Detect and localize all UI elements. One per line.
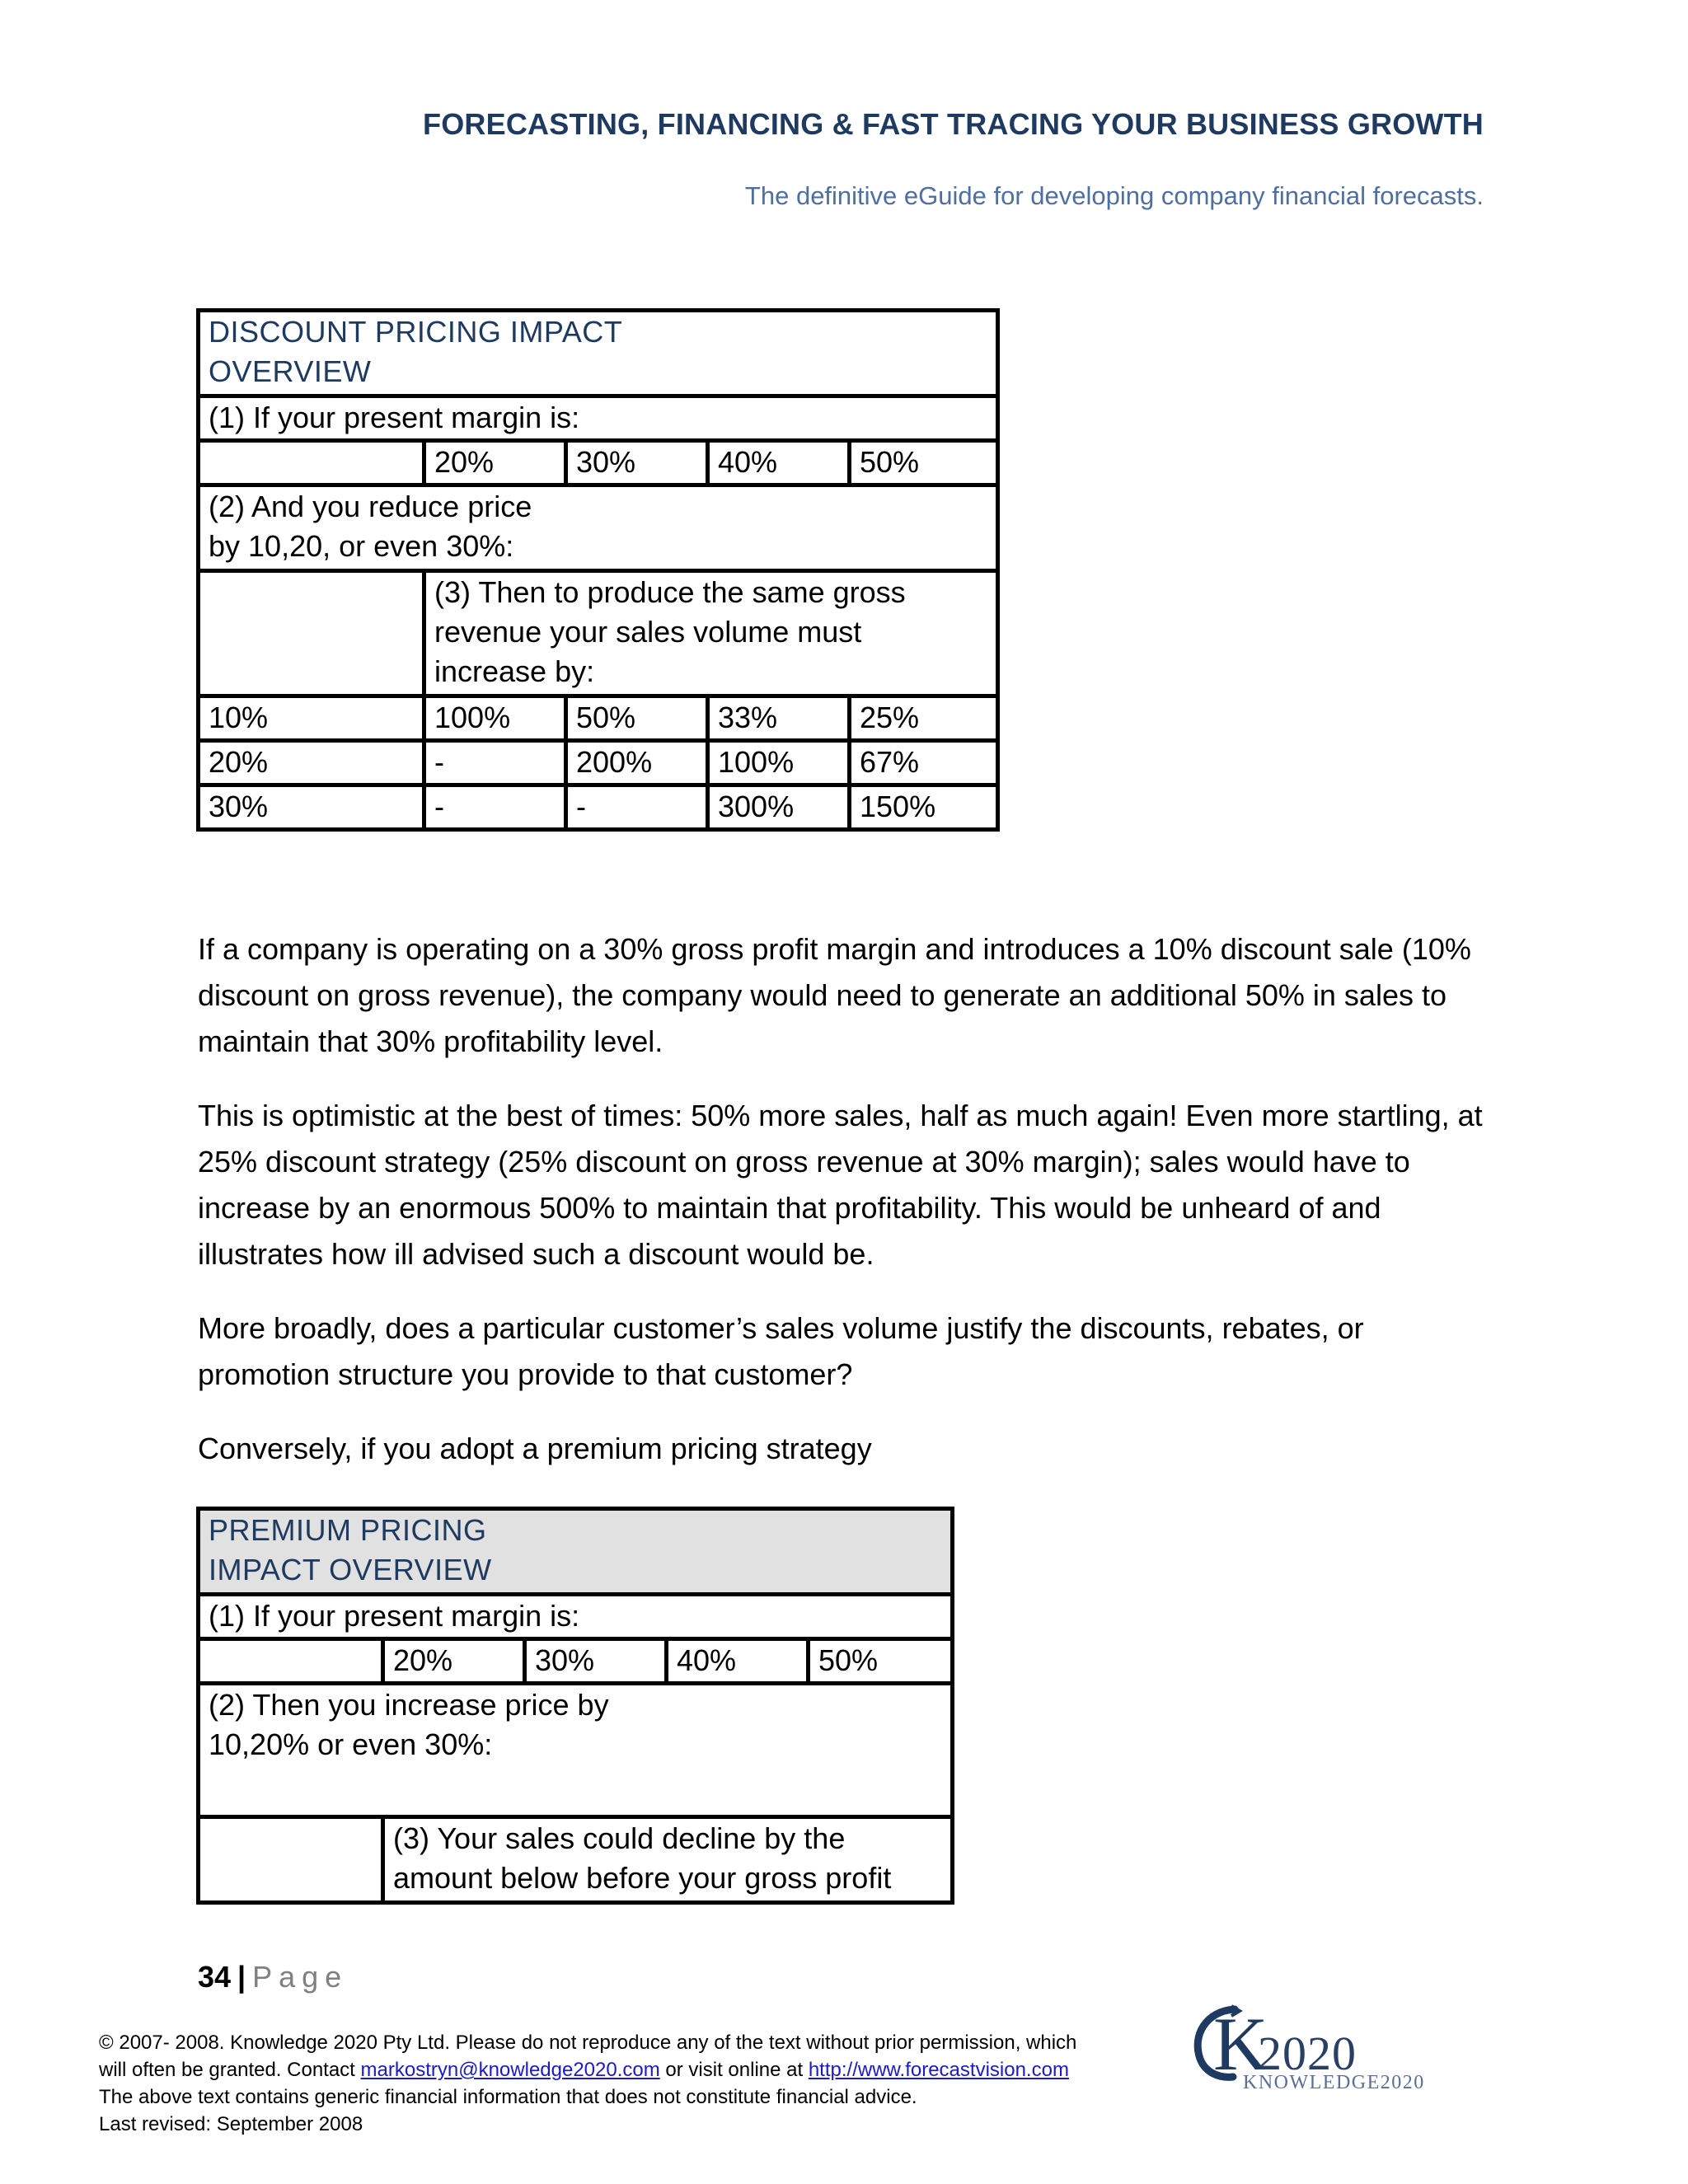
knowledge2020-logo (1185, 2003, 1424, 2093)
value-cell: - (424, 741, 566, 785)
table-step3: (3) Then to produce the same gross revenue your sales volume must increase by: (424, 571, 998, 696)
logo-number: 2020 (1258, 2027, 1357, 2080)
margin-header-row (199, 1639, 953, 1684)
value-cell: 200% (566, 741, 708, 785)
value-cell: 67% (850, 741, 998, 785)
footer-revised: Last revised: September 2008 (99, 2113, 363, 2135)
discount-cell: 20% (199, 741, 424, 785)
value-cell: 300% (708, 785, 850, 830)
email-link[interactable]: markostryn@knowledge2020.com (360, 2059, 660, 2081)
body-paragraph: Conversely, if you adopt a premium pricing strategy (198, 1432, 872, 1465)
logo-word: KNOWLEDGE2020 (1243, 2072, 1425, 2093)
table-step1: (1) If your present margin is: (199, 1595, 953, 1639)
page-word: Page (252, 1960, 349, 1994)
footer (99, 2029, 1170, 2138)
website-link[interactable]: http://www.forecastvision.com (808, 2059, 1069, 2081)
margin-cell: 40% (667, 1639, 809, 1684)
table-cell (199, 1639, 383, 1684)
discount-pricing-table (196, 308, 1000, 832)
value-cell: 33% (708, 696, 850, 741)
table-row (199, 741, 998, 785)
margin-cell: 20% (424, 441, 566, 485)
table-step2: (2) Then you increase price by 10,20% or even 30%: (199, 1684, 953, 1817)
table-step1: (1) If your present margin is: (199, 396, 998, 441)
table-cell (199, 441, 424, 485)
discount-cell: 30% (199, 785, 424, 830)
margin-cell: 50% (809, 1639, 953, 1684)
value-cell: 150% (850, 785, 998, 830)
logo-k: K (1213, 2002, 1268, 2086)
footer-copyright: © 2007- 2008. Knowledge 2020 Pty Ltd. Please do not reproduce any of the text without prior permission, which (99, 2032, 1077, 2054)
margin-cell: 30% (525, 1639, 667, 1684)
table-step2: (2) And you reduce price by 10,20, or even 30%: (199, 485, 998, 571)
value-cell: - (566, 785, 708, 830)
table-title: PREMIUM PRICING IMPACT OVERVIEW (199, 1509, 953, 1595)
margin-cell: 40% (708, 441, 850, 485)
page-number-value: 34 (198, 1960, 232, 1994)
value-cell: 50% (566, 696, 708, 741)
discount-cell: 10% (199, 696, 424, 741)
value-cell: 100% (424, 696, 566, 741)
body-paragraph: If a company is operating on a 30% gross profit margin and introduces a 10% discount sale (10% discount on gross revenue), the company would need to generate an additional 50% in sales to maintain that 30% profitability level. (198, 932, 1471, 1058)
margin-header-row (199, 441, 998, 485)
footer-disclaimer: The above text contains generic financial information that does not constitute financial advice. (99, 2086, 917, 2108)
body-paragraph: More broadly, does a particular customer’s sales volume justify the discounts, rebates, or promotion structure you provide to that customer? (198, 1311, 1364, 1391)
body-paragraph: This is optimistic at the best of times: 50% more sales, half as much again! Even more startling, at 25% discount strategy (25% discount on gross revenue at 30% margin); sales would have to increase by an enormous 500% to maintain that profitability. This would be unheard of and illustrates how ill advised such a discount would be. (198, 1099, 1483, 1271)
margin-cell: 30% (566, 441, 708, 485)
header-subtitle: The definitive eGuide for developing company financial forecasts. (744, 181, 1484, 210)
table-title: DISCOUNT PRICING IMPACT OVERVIEW (199, 311, 998, 396)
table-cell (199, 1817, 383, 1903)
value-cell: 100% (708, 741, 850, 785)
table-step3: (3) Your sales could decline by the amount below before your gross profit (383, 1817, 953, 1903)
premium-pricing-table (196, 1507, 954, 1905)
margin-cell: 50% (850, 441, 998, 485)
table-cell (199, 571, 424, 696)
table-row (199, 785, 998, 830)
table-row (199, 696, 998, 741)
value-cell: 25% (850, 696, 998, 741)
footer-contact: will often be granted. Contact markostryn@knowledge2020.com or visit online at http://www.forecastvision.com (99, 2059, 1069, 2081)
page-number (198, 1960, 348, 1994)
margin-cell: 20% (383, 1639, 525, 1684)
page-number-separator: | (237, 1960, 246, 1994)
header-title: FORECASTING, FINANCING & FAST TRACING YOUR BUSINESS GROWTH (423, 107, 1484, 141)
value-cell: - (424, 785, 566, 830)
